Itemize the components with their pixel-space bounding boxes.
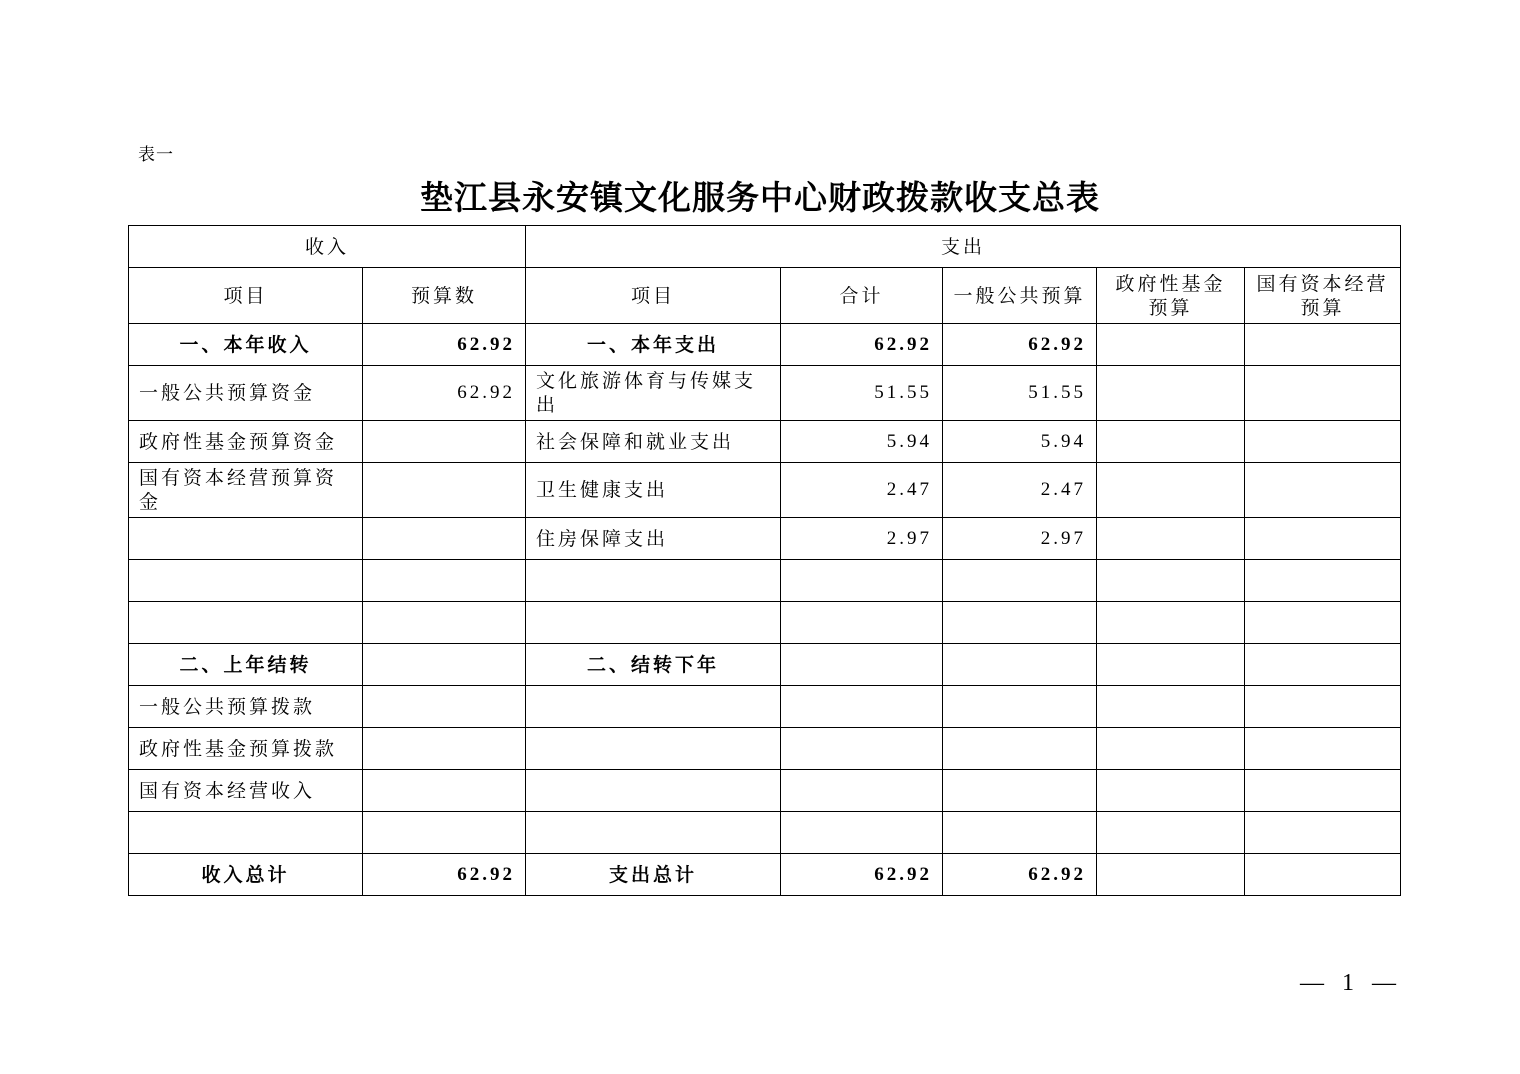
page-title: 垫江县永安镇文化服务中心财政拨款收支总表	[420, 178, 1100, 217]
expense-item-cell: 卫生健康支出	[526, 463, 781, 518]
table-row	[129, 560, 1401, 602]
table-row	[129, 770, 1401, 812]
income-amount-cell	[363, 560, 526, 602]
general-cell	[943, 812, 1097, 854]
income-amount-cell: 62.92	[363, 366, 526, 421]
table-row	[129, 602, 1401, 644]
expense-total-amount: 62.92	[781, 854, 943, 896]
income-item-cell: 一般公共预算资金	[129, 366, 363, 421]
total-header: 合计	[781, 268, 943, 324]
gov-fund-cell	[1097, 728, 1245, 770]
gov-fund-cell	[1097, 518, 1245, 560]
state-capital-budget-header: 国有资本经营预算	[1245, 268, 1401, 324]
table-row	[129, 644, 1401, 686]
income-item-cell: 二、上年结转	[129, 644, 363, 686]
income-amount-cell	[363, 518, 526, 560]
income-amount-cell	[363, 463, 526, 518]
expense-group-header: 支出	[526, 226, 1401, 268]
state-capital-cell	[1245, 324, 1401, 366]
total-cell	[781, 644, 943, 686]
income-group-header: 收入	[129, 226, 526, 268]
general-cell: 2.47	[943, 463, 1097, 518]
income-item-cell	[129, 812, 363, 854]
total-cell	[781, 770, 943, 812]
income-amount-cell: 62.92	[363, 324, 526, 366]
table-row	[129, 728, 1401, 770]
gov-fund-cell	[1097, 812, 1245, 854]
expense-item-cell: 社会保障和就业支出	[526, 421, 781, 463]
gov-fund-cell	[1097, 324, 1245, 366]
total-cell	[781, 686, 943, 728]
state-capital-cell	[1245, 686, 1401, 728]
income-amount-cell	[363, 602, 526, 644]
income-item-cell: 政府性基金预算拨款	[129, 728, 363, 770]
state-capital-cell	[1245, 770, 1401, 812]
income-item-cell	[129, 602, 363, 644]
expense-item-cell: 一、本年支出	[526, 324, 781, 366]
table-row	[129, 686, 1401, 728]
state-capital-cell	[1245, 463, 1401, 518]
state-capital-cell	[1245, 602, 1401, 644]
income-total-amount: 62.92	[363, 854, 526, 896]
income-amount-cell	[363, 644, 526, 686]
state-capital-cell	[1245, 644, 1401, 686]
total-cell	[781, 602, 943, 644]
income-item-cell	[129, 560, 363, 602]
budget-table	[128, 225, 1401, 896]
state-capital-total-amount	[1245, 854, 1401, 896]
general-budget-header: 一般公共预算	[943, 268, 1097, 324]
state-capital-cell	[1245, 421, 1401, 463]
table-row	[129, 324, 1401, 366]
totals-row	[129, 854, 1401, 896]
gov-fund-cell	[1097, 421, 1245, 463]
expense-item-cell	[526, 812, 781, 854]
total-cell: 62.92	[781, 324, 943, 366]
column-header-row	[129, 268, 1401, 324]
general-cell	[943, 644, 1097, 686]
total-cell: 5.94	[781, 421, 943, 463]
income-item-cell: 国有资本经营收入	[129, 770, 363, 812]
gov-fund-cell	[1097, 686, 1245, 728]
general-cell	[943, 770, 1097, 812]
general-cell: 51.55	[943, 366, 1097, 421]
expense-item-cell: 二、结转下年	[526, 644, 781, 686]
expense-item-cell	[526, 728, 781, 770]
income-item-cell: 国有资本经营预算资金	[129, 463, 363, 518]
table-row	[129, 812, 1401, 854]
page-number: — 1 —	[1300, 970, 1402, 996]
general-cell: 2.97	[943, 518, 1097, 560]
expense-item-header: 项目	[526, 268, 781, 324]
expense-total-label: 支出总计	[526, 854, 781, 896]
income-item-header: 项目	[129, 268, 363, 324]
income-amount-cell	[363, 686, 526, 728]
table-row	[129, 421, 1401, 463]
table-row	[129, 463, 1401, 518]
total-cell	[781, 728, 943, 770]
income-amount-cell	[363, 812, 526, 854]
state-capital-cell	[1245, 728, 1401, 770]
income-amount-cell	[363, 770, 526, 812]
state-capital-cell	[1245, 366, 1401, 421]
income-item-cell: 一般公共预算拨款	[129, 686, 363, 728]
gov-fund-budget-header: 政府性基金预算	[1097, 268, 1245, 324]
total-cell: 2.97	[781, 518, 943, 560]
income-amount-cell	[363, 728, 526, 770]
gov-fund-cell	[1097, 366, 1245, 421]
group-header-row	[129, 226, 1401, 268]
state-capital-cell	[1245, 518, 1401, 560]
general-cell: 62.92	[943, 324, 1097, 366]
expense-item-cell: 文化旅游体育与传媒支出	[526, 366, 781, 421]
total-cell	[781, 560, 943, 602]
general-cell	[943, 686, 1097, 728]
gov-fund-cell	[1097, 560, 1245, 602]
state-capital-cell	[1245, 560, 1401, 602]
table-row	[129, 518, 1401, 560]
general-cell: 5.94	[943, 421, 1097, 463]
income-item-cell: 政府性基金预算资金	[129, 421, 363, 463]
income-budget-header: 预算数	[363, 268, 526, 324]
gov-fund-cell	[1097, 463, 1245, 518]
gov-fund-total-amount	[1097, 854, 1245, 896]
income-total-label: 收入总计	[129, 854, 363, 896]
income-item-cell	[129, 518, 363, 560]
total-cell	[781, 812, 943, 854]
general-cell	[943, 728, 1097, 770]
general-total-amount: 62.92	[943, 854, 1097, 896]
state-capital-cell	[1245, 812, 1401, 854]
gov-fund-cell	[1097, 644, 1245, 686]
expense-item-cell: 住房保障支出	[526, 518, 781, 560]
general-cell	[943, 602, 1097, 644]
total-cell: 2.47	[781, 463, 943, 518]
expense-item-cell	[526, 686, 781, 728]
income-item-cell: 一、本年收入	[129, 324, 363, 366]
expense-item-cell	[526, 560, 781, 602]
table-row	[129, 366, 1401, 421]
expense-item-cell	[526, 770, 781, 812]
gov-fund-cell	[1097, 602, 1245, 644]
gov-fund-cell	[1097, 770, 1245, 812]
income-amount-cell	[363, 421, 526, 463]
general-cell	[943, 560, 1097, 602]
expense-item-cell	[526, 602, 781, 644]
total-cell: 51.55	[781, 366, 943, 421]
table-label: 表一	[138, 145, 174, 165]
